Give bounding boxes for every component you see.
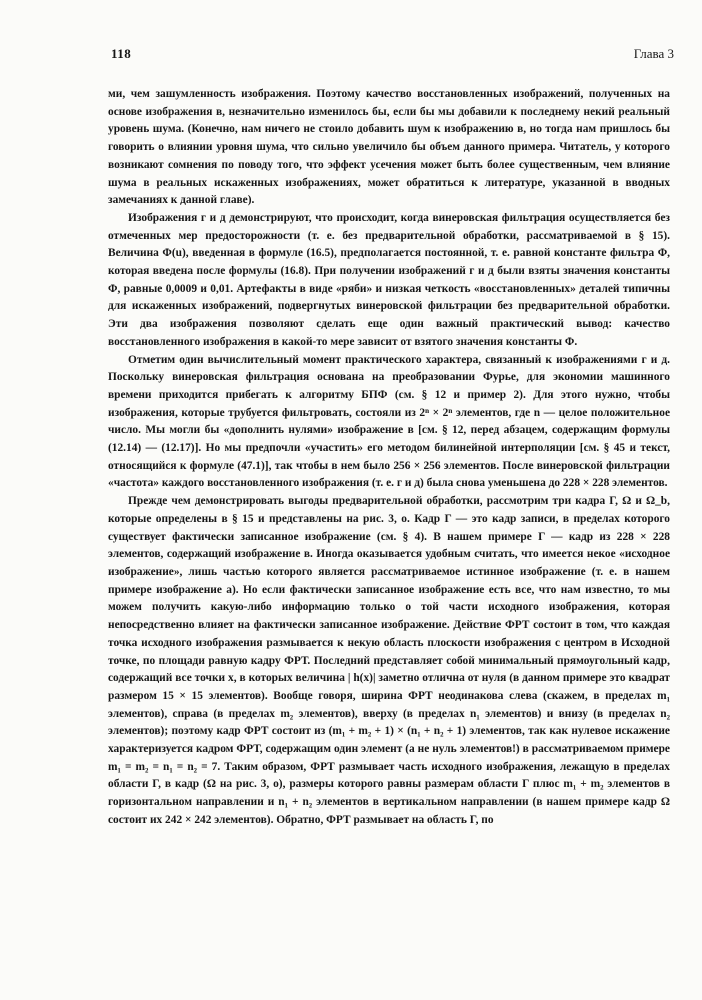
body-text <box>108 86 670 830</box>
paragraph-3: Отметим один вычислительный момент практического характера, связанный к изображениями г и д. Поскольку винеровская фильтрация основана на преобразовании Фурье, для экономии машинного времени приходится прибегать к алгоритму БПФ (см. § 12 и пример 2). Для этого нужно, чтобы изображения, которые трубуется фильтровать, состояли из 2ⁿ × 2ⁿ элементов, где n — целое положительное число. Мы могли бы «дополнить нулями» изображение в [см. § 12, перед абзацем, содержащим формулы (12.14) — (12.17)]. Но мы предпочли «участить» его методом билинейной интерполяции [см. § 45 и текст, относящийся к формуле (47.1)], так чтобы в нем было 256 × 256 элементов. После винеровской фильтрации «частота» каждого восстановленного изображения (т. е. г и д) была снова уменьшена до 228 × 228 элементов. <box>108 353 670 490</box>
page-number: 118 <box>111 46 132 61</box>
paragraph-2: Изображения г и д демонстрируют, что происходит, когда винеровская фильтрация осуществляется без отмеченных мер предосторожности (т. е. без предварительной обработки, рассматриваемой в § 15). Величина Φ(u), введенная в формуле (16.5), предполагается постоянной, т. е. равной константе фильтра Φ, которая введена после формулы (16.8). При получении изображений г и д были взяты значения константы Φ, равные 0,0009 и 0,01. Артефакты в виде «ряби» и низкая четкость «восстановленных» деталей типичны для искаженных изображений, подвергнутых винеровской фильтрации без предварительной обработки. Эти два изображения позволяют сделать еще один важный практический вывод: качество восстановленного изображения в какой-то мере зависит от взятого значения константы Φ. <box>108 211 670 348</box>
paragraph-1: ми, чем зашумленность изображения. Поэтому качество восстановленных изображений, полученных на основе изображения в, незначительно изменилось бы, если бы мы добавили к последнему некий реальный уровень шума. (Конечно, нам ничего не стоило добавить шум к изображению в, но тогда нам пришлось бы говорить о влиянии уровня шума, что сильно увеличило бы объем данного примера. Читатель, у которого возникают сомнения по поводу того, что эффект усечения может быть более существенным, чем влияние шума в реальных искаженных изображениях, может обратиться к литературе, указанной в вводных замечаниях к данной главе). <box>108 88 670 207</box>
running-header <box>111 46 674 68</box>
paragraph-4: Прежде чем демонстрировать выгоды предварительной обработки, рассмотрим три кадра Γ, Ω и Ω_b, которые определены в § 15 и представлены на рис. 3, о. Кадр Γ — это кадр записи, в пределах которого существует фактически записанное изображение (см. § 4). В нашем примере Γ — кадр из 228 × 228 элементов, содержащий изображение в. Иногда оказывается удобным считать, что имеется некое «исходное изображение», лишь частью которого является рассматриваемое истинное изображение (т. е. в нашем примере изображение а). Но если фактически записанное изображение есть все, что нам известно, то мы можем получить какую-либо информацию только о той части исходного изображения, которая непосредственно влияет на фактически записанное изображение. Действие ФРТ состоит в том, что каждая точка исходного изображения размывается к некую область плоскости изображения с центром в Исходной точке, по площади равную кадру ФРТ. Последний представляет собой минимальный прямоугольный кадр, содержащий все точки x, в которых величина | h(x)| заметно отлична от нуля (в данном примере это квадрат размером 15 × 15 элементов). Вообще говоря, ширина ФРТ неодинакова слева (скажем, в пределах m₁ элементов), справа (в пределах m₂ элементов), вверху (в пределах n₁ элементов) и внизу (в пределах n₂ элементов); поэтому кадр ФРТ состоит из (m₁ + m₂ + 1) × (n₁ + n₂ + 1) элементов, так как нулевое искажение характеризуется кадром ФРТ, содержащим один элемент (а не нуль элементов!) в рассматриваемом примере m₁ = m₂ = n₁ = n₂ = 7. Таким образом, ФРТ размывает часть исходного изображения, лежащую в пределах области Γ, в кадр (Ω на рис. 3, о), размеры которого равны размерам области Γ плюс m₁ + m₂ элементов в горизонтальном направлении и n₁ + n₂ элементов в вертикальном направлении (в нашем примере кадр Ω состоит их 242 × 242 элементов). Обратно, ФРТ размывает на область Γ, по <box>108 495 670 826</box>
chapter-title: Глава 3 <box>633 46 674 61</box>
